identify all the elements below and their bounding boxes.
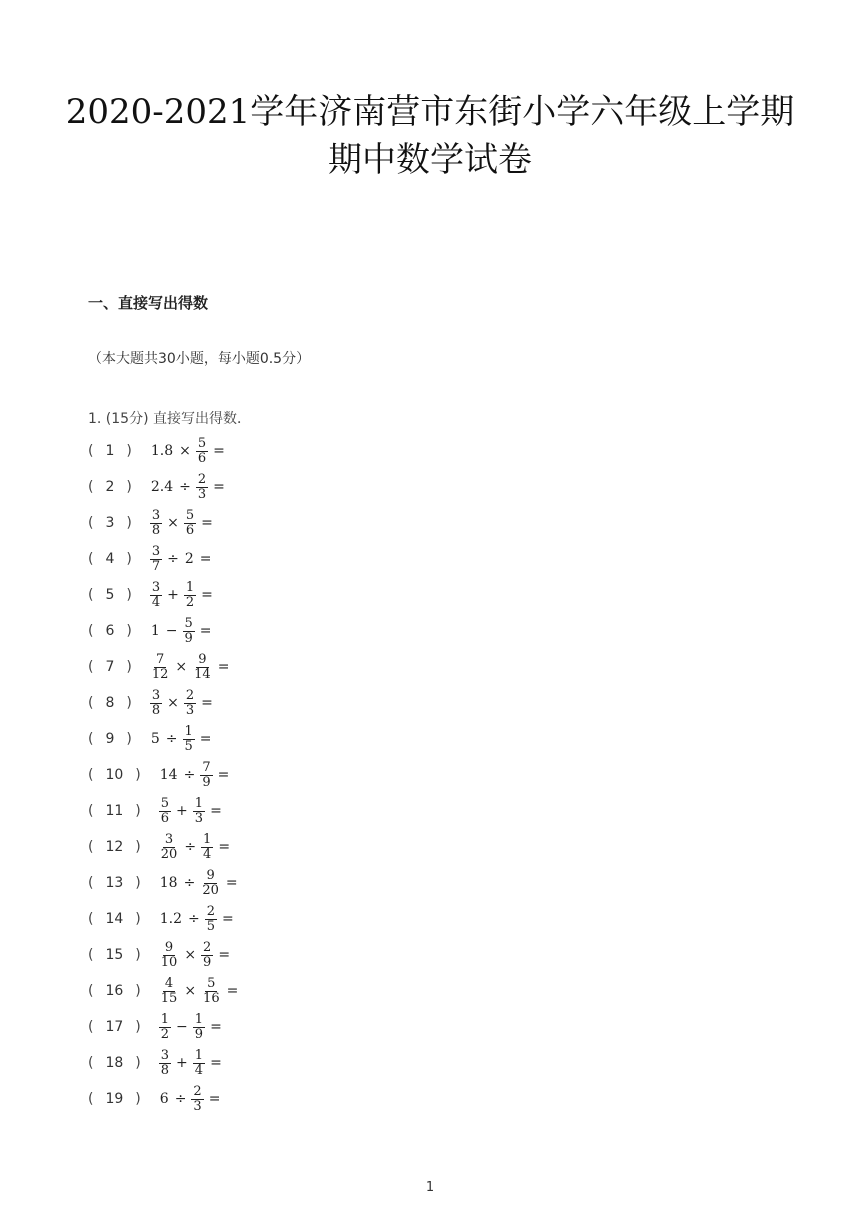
fraction bbox=[200, 761, 212, 790]
item-number bbox=[88, 659, 132, 675]
paren-close: ) bbox=[135, 911, 141, 927]
item-number bbox=[88, 803, 141, 819]
paren-close: ) bbox=[126, 659, 132, 675]
math-expression bbox=[148, 581, 216, 610]
numerator: 1 bbox=[194, 1011, 204, 1027]
paren-close: ) bbox=[126, 443, 132, 459]
numerator: 1 bbox=[194, 795, 204, 811]
paren-open: ( bbox=[88, 1019, 94, 1035]
fraction bbox=[201, 941, 213, 970]
numerator: 2 bbox=[185, 687, 195, 703]
numerator: 5 bbox=[184, 615, 193, 631]
fraction bbox=[201, 833, 213, 862]
math-token: = bbox=[201, 695, 213, 711]
math-token: = bbox=[210, 803, 222, 819]
math-token: 1 bbox=[150, 623, 160, 639]
math-expression bbox=[157, 977, 242, 1006]
list-item bbox=[88, 469, 241, 505]
fraction bbox=[159, 977, 180, 1006]
numerator: 1 bbox=[203, 831, 212, 847]
numerator: 1 bbox=[160, 1011, 170, 1027]
paren-close: ) bbox=[135, 1019, 141, 1035]
denominator: 9 bbox=[202, 774, 211, 790]
math-token: + bbox=[167, 587, 179, 603]
fraction bbox=[201, 977, 222, 1006]
math-token: − bbox=[165, 623, 178, 639]
paren-close: ) bbox=[135, 767, 141, 783]
denominator: 8 bbox=[151, 522, 161, 538]
list-item bbox=[88, 649, 241, 685]
paren-open: ( bbox=[88, 1055, 94, 1071]
math-token: = bbox=[213, 479, 225, 495]
math-expression bbox=[157, 797, 225, 826]
paren-close: ) bbox=[126, 515, 132, 531]
fraction bbox=[183, 725, 195, 754]
list-item bbox=[88, 505, 241, 541]
numerator: 1 bbox=[194, 1047, 204, 1063]
denominator: 7 bbox=[151, 558, 161, 574]
item-number bbox=[88, 443, 132, 459]
fraction bbox=[193, 797, 205, 826]
list-item bbox=[88, 577, 241, 613]
math-expression bbox=[148, 437, 228, 466]
denominator: 6 bbox=[185, 522, 195, 538]
fraction bbox=[150, 653, 171, 682]
fraction bbox=[192, 653, 213, 682]
math-token: × bbox=[184, 947, 197, 963]
item-index: 1 bbox=[105, 443, 115, 459]
paren-open: ( bbox=[88, 1091, 94, 1107]
item-index: 4 bbox=[105, 551, 115, 567]
item-index: 17 bbox=[105, 1019, 124, 1035]
fraction bbox=[159, 833, 180, 862]
section-heading: 一、直接写出得数 bbox=[88, 294, 209, 312]
denominator: 8 bbox=[160, 1062, 170, 1078]
math-token: ÷ bbox=[184, 839, 197, 855]
denominator: 15 bbox=[160, 990, 178, 1006]
numerator: 3 bbox=[151, 687, 161, 703]
denominator: 6 bbox=[160, 810, 170, 826]
numerator: 9 bbox=[206, 867, 215, 883]
fraction bbox=[159, 941, 180, 970]
math-expression bbox=[157, 833, 233, 862]
fraction bbox=[150, 581, 162, 610]
item-number bbox=[88, 479, 132, 495]
denominator: 3 bbox=[197, 486, 207, 502]
math-token: = bbox=[201, 515, 213, 531]
paren-open: ( bbox=[88, 803, 94, 819]
paren-open: ( bbox=[88, 623, 94, 639]
numerator: 1 bbox=[185, 579, 195, 595]
math-token: = bbox=[208, 1091, 221, 1107]
paren-close: ) bbox=[135, 875, 141, 891]
math-token: 18 bbox=[159, 875, 178, 891]
denominator: 4 bbox=[194, 1062, 204, 1078]
math-token: = bbox=[218, 839, 231, 855]
math-token: ÷ bbox=[188, 911, 200, 927]
fraction bbox=[205, 905, 217, 934]
denominator: 9 bbox=[203, 954, 212, 970]
denominator: 20 bbox=[160, 846, 178, 862]
numerator: 7 bbox=[155, 651, 165, 667]
list-item bbox=[88, 937, 241, 973]
paren-close: ) bbox=[135, 839, 141, 855]
math-token: = bbox=[225, 875, 238, 891]
paren-open: ( bbox=[88, 695, 94, 711]
math-expression bbox=[157, 761, 233, 790]
item-index: 19 bbox=[105, 1091, 124, 1107]
item-number bbox=[88, 587, 132, 603]
math-token: = bbox=[199, 623, 212, 639]
math-expression bbox=[148, 689, 216, 718]
numerator: 5 bbox=[207, 975, 216, 991]
item-number bbox=[88, 731, 132, 747]
item-number bbox=[88, 695, 132, 711]
fraction bbox=[200, 869, 221, 898]
item-index: 11 bbox=[105, 803, 124, 819]
item-number bbox=[88, 839, 141, 855]
item-index: 12 bbox=[105, 839, 124, 855]
item-index: 16 bbox=[105, 983, 124, 999]
math-expression bbox=[148, 617, 215, 646]
item-index: 8 bbox=[105, 695, 115, 711]
math-token: = bbox=[210, 1055, 222, 1071]
paren-open: ( bbox=[88, 839, 94, 855]
fraction bbox=[193, 1013, 205, 1042]
math-token: 2 bbox=[184, 551, 194, 567]
list-item bbox=[88, 613, 241, 649]
denominator: 10 bbox=[160, 954, 178, 970]
list-item bbox=[88, 433, 241, 469]
math-token: 5 bbox=[150, 731, 160, 747]
fraction bbox=[183, 617, 195, 646]
document-title bbox=[0, 88, 860, 184]
numerator: 2 bbox=[203, 939, 212, 955]
math-expression bbox=[157, 905, 237, 934]
numerator: 3 bbox=[151, 543, 161, 559]
math-token: ÷ bbox=[179, 479, 191, 495]
list-item bbox=[88, 793, 241, 829]
math-token: = bbox=[217, 767, 230, 783]
math-token: 14 bbox=[159, 767, 178, 783]
paren-close: ) bbox=[126, 551, 132, 567]
item-index: 2 bbox=[105, 479, 115, 495]
paren-close: ) bbox=[135, 983, 141, 999]
math-expression bbox=[157, 941, 233, 970]
math-token: 2.4 bbox=[150, 479, 174, 495]
item-number bbox=[88, 1055, 141, 1071]
numerator: 2 bbox=[197, 471, 207, 487]
fraction bbox=[196, 473, 208, 502]
math-token: = bbox=[217, 659, 230, 675]
math-token: = bbox=[226, 983, 239, 999]
item-number bbox=[88, 1091, 141, 1107]
list-item bbox=[88, 1009, 241, 1045]
paren-close: ) bbox=[126, 731, 132, 747]
math-expression bbox=[148, 725, 215, 754]
math-token: 1.8 bbox=[150, 443, 174, 459]
item-index: 6 bbox=[105, 623, 115, 639]
paren-open: ( bbox=[88, 551, 94, 567]
math-token: 6 bbox=[159, 1091, 169, 1107]
math-expression bbox=[157, 1085, 224, 1114]
paren-close: ) bbox=[126, 479, 132, 495]
fraction bbox=[150, 545, 162, 574]
numerator: 4 bbox=[164, 975, 174, 991]
paren-open: ( bbox=[88, 515, 94, 531]
paren-close: ) bbox=[135, 947, 141, 963]
math-token: ÷ bbox=[167, 551, 179, 567]
paren-open: ( bbox=[88, 911, 94, 927]
math-token: ÷ bbox=[174, 1091, 187, 1107]
numerator: 3 bbox=[151, 579, 161, 595]
numerator: 3 bbox=[164, 831, 174, 847]
page-number: 1 bbox=[425, 1180, 435, 1195]
math-token: + bbox=[176, 1055, 188, 1071]
paren-open: ( bbox=[88, 731, 94, 747]
list-item bbox=[88, 757, 241, 793]
list-item bbox=[88, 829, 241, 865]
fraction bbox=[193, 1049, 205, 1078]
math-expression bbox=[148, 545, 215, 574]
denominator: 16 bbox=[203, 990, 220, 1006]
item-index: 18 bbox=[105, 1055, 124, 1071]
list-item bbox=[88, 973, 241, 1009]
paren-close: ) bbox=[135, 803, 141, 819]
item-index: 14 bbox=[105, 911, 124, 927]
denominator: 8 bbox=[151, 702, 161, 718]
list-item bbox=[88, 1081, 241, 1117]
item-number bbox=[88, 515, 132, 531]
denominator: 5 bbox=[184, 738, 193, 754]
numerator: 7 bbox=[202, 759, 211, 775]
item-number bbox=[88, 947, 141, 963]
item-index: 10 bbox=[105, 767, 124, 783]
paren-open: ( bbox=[88, 443, 94, 459]
paren-open: ( bbox=[88, 659, 94, 675]
title-line-2: 期中数学试卷 bbox=[328, 140, 532, 180]
denominator: 5 bbox=[206, 918, 216, 934]
fraction bbox=[184, 509, 196, 538]
math-token: = bbox=[213, 443, 225, 459]
math-token: × bbox=[167, 695, 179, 711]
numerator: 3 bbox=[151, 507, 161, 523]
numerator: 5 bbox=[185, 507, 195, 523]
math-expression bbox=[157, 1013, 225, 1042]
paren-close: ) bbox=[126, 587, 132, 603]
numerator: 9 bbox=[198, 651, 207, 667]
math-token: + bbox=[176, 803, 188, 819]
item-index: 5 bbox=[105, 587, 115, 603]
list-item bbox=[88, 1045, 241, 1081]
math-token: 1.2 bbox=[159, 911, 183, 927]
paren-open: ( bbox=[88, 947, 94, 963]
paren-open: ( bbox=[88, 875, 94, 891]
denominator: 9 bbox=[194, 1026, 204, 1042]
item-number bbox=[88, 911, 141, 927]
math-expression bbox=[148, 473, 228, 502]
numerator: 5 bbox=[197, 435, 207, 451]
math-token: = bbox=[222, 911, 234, 927]
denominator: 20 bbox=[202, 882, 219, 898]
math-expression bbox=[148, 509, 216, 538]
numerator: 9 bbox=[164, 939, 174, 955]
item-index: 13 bbox=[105, 875, 124, 891]
math-token: − bbox=[176, 1019, 188, 1035]
list-item bbox=[88, 541, 241, 577]
denominator: 3 bbox=[185, 702, 195, 718]
item-number bbox=[88, 623, 132, 639]
denominator: 4 bbox=[203, 846, 212, 862]
item-number bbox=[88, 875, 141, 891]
fraction bbox=[159, 1013, 171, 1042]
fraction bbox=[150, 509, 162, 538]
list-item bbox=[88, 721, 241, 757]
denominator: 12 bbox=[151, 666, 169, 682]
math-token: ÷ bbox=[183, 875, 196, 891]
math-token: × bbox=[175, 659, 188, 675]
title-line-1: 2020-2021学年济南营市东街小学六年级上学期 bbox=[65, 92, 795, 132]
math-expression bbox=[157, 1049, 225, 1078]
fraction bbox=[159, 797, 171, 826]
item-index: 7 bbox=[105, 659, 115, 675]
paren-close: ) bbox=[135, 1091, 141, 1107]
paren-open: ( bbox=[88, 983, 94, 999]
math-token: = bbox=[199, 731, 212, 747]
math-token: × bbox=[167, 515, 179, 531]
fraction bbox=[196, 437, 208, 466]
item-index: 15 bbox=[105, 947, 124, 963]
denominator: 9 bbox=[184, 630, 193, 646]
paren-open: ( bbox=[88, 587, 94, 603]
item-index: 3 bbox=[105, 515, 115, 531]
paren-open: ( bbox=[88, 479, 94, 495]
fraction bbox=[191, 1085, 203, 1114]
item-index: 9 bbox=[105, 731, 115, 747]
denominator: 4 bbox=[151, 594, 161, 610]
item-number bbox=[88, 983, 141, 999]
math-token: = bbox=[210, 1019, 222, 1035]
math-token: = bbox=[201, 587, 213, 603]
numerator: 1 bbox=[184, 723, 193, 739]
math-token: = bbox=[218, 947, 231, 963]
denominator: 3 bbox=[194, 810, 204, 826]
math-token: ÷ bbox=[183, 767, 196, 783]
denominator: 14 bbox=[194, 666, 211, 682]
numerator: 2 bbox=[206, 903, 216, 919]
item-number bbox=[88, 767, 141, 783]
list-item bbox=[88, 865, 241, 901]
math-token: × bbox=[179, 443, 191, 459]
fraction bbox=[159, 1049, 171, 1078]
exercise-list bbox=[88, 433, 241, 1117]
math-expression bbox=[148, 653, 233, 682]
fraction bbox=[150, 689, 162, 718]
math-token: = bbox=[199, 551, 212, 567]
math-token: × bbox=[184, 983, 197, 999]
item-number bbox=[88, 551, 132, 567]
paren-close: ) bbox=[126, 695, 132, 711]
list-item bbox=[88, 685, 241, 721]
fraction bbox=[184, 689, 196, 718]
section-note: （本大题共30小题，每小题0.5分） bbox=[88, 351, 311, 367]
math-expression bbox=[157, 869, 241, 898]
denominator: 2 bbox=[160, 1026, 170, 1042]
denominator: 2 bbox=[185, 594, 195, 610]
denominator: 6 bbox=[197, 450, 207, 466]
numerator: 3 bbox=[160, 1047, 170, 1063]
numerator: 2 bbox=[193, 1083, 202, 1099]
paren-close: ) bbox=[126, 623, 132, 639]
item-number bbox=[88, 1019, 141, 1035]
question-header: 1. (15分) 直接写出得数． bbox=[88, 411, 251, 427]
fraction bbox=[184, 581, 196, 610]
paren-close: ) bbox=[135, 1055, 141, 1071]
list-item bbox=[88, 901, 241, 937]
math-token: ÷ bbox=[165, 731, 178, 747]
paren-open: ( bbox=[88, 767, 94, 783]
numerator: 5 bbox=[160, 795, 170, 811]
denominator: 3 bbox=[193, 1098, 202, 1114]
